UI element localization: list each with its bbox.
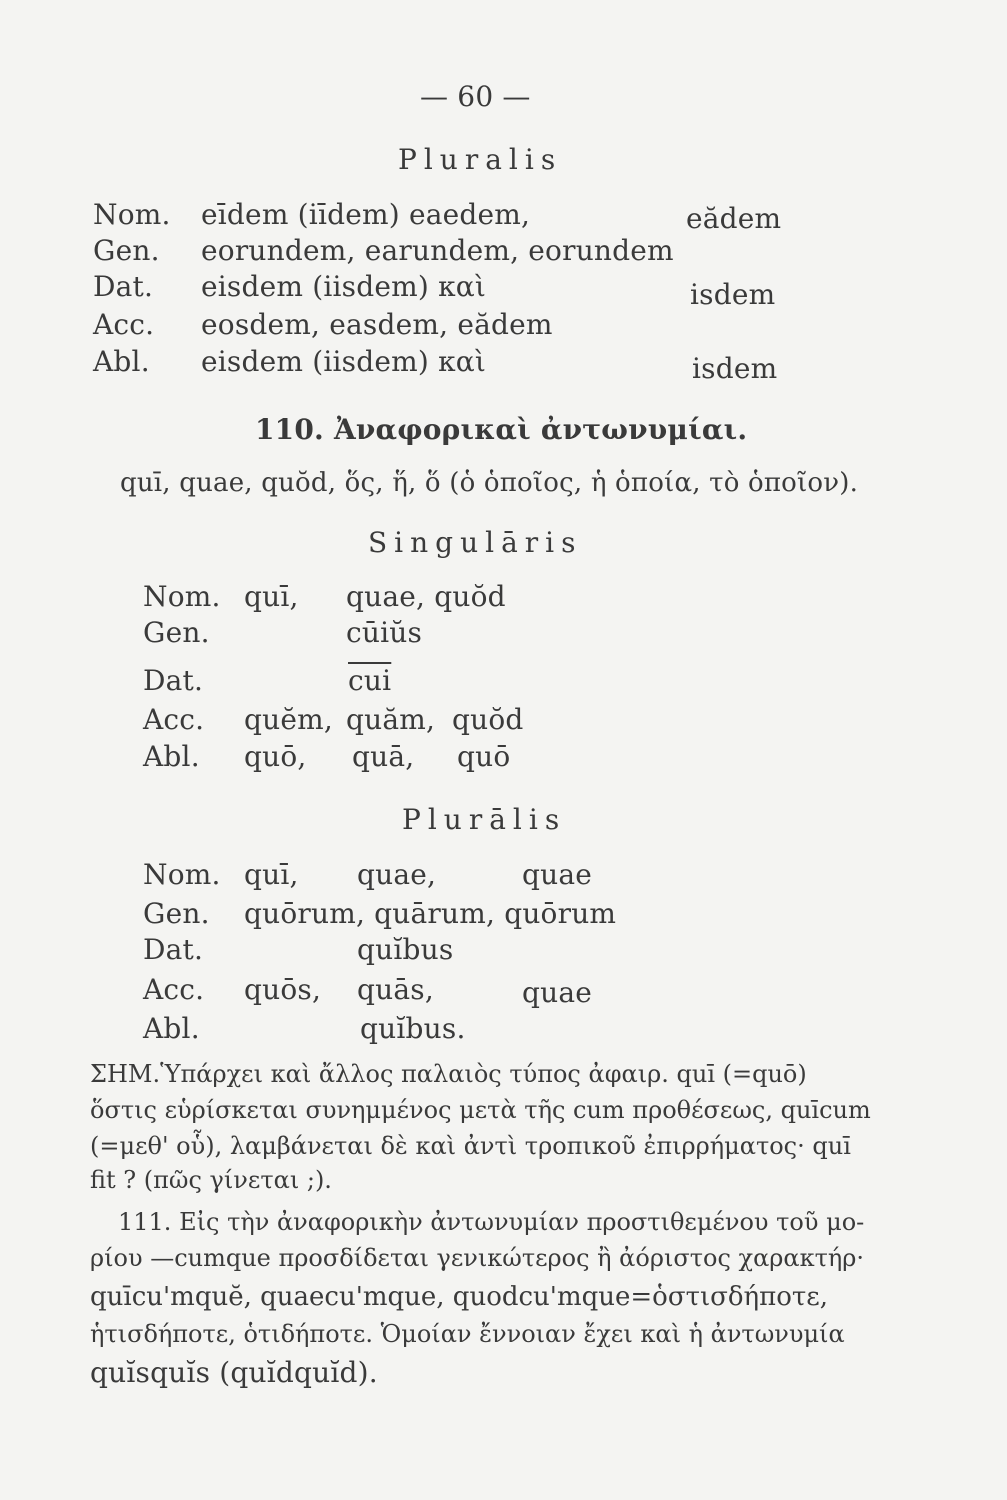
case-forms: eosdem, easdem, eădem: [201, 308, 553, 341]
singularis-heading: Singulāris: [368, 526, 583, 559]
form-col2: quae, quŏd: [346, 580, 506, 613]
case-label: Nom.: [143, 858, 221, 891]
form-col2: quā,: [352, 740, 415, 773]
form-col1: quōs,: [244, 973, 322, 1006]
case-forms: eīdem (iīdem) eaedem,: [201, 198, 531, 231]
form-col3: quae: [522, 858, 593, 891]
form-col1: quōrum, quārum, quōrum: [244, 897, 617, 930]
note-line: (=μεθ' οὗ), λαμβάνεται δὲ καὶ ἀντὶ τροπικοῦ ἐπιρρήματος· quī: [90, 1132, 851, 1160]
case-label: Acc.: [93, 308, 155, 341]
form-col2: quās,: [357, 973, 434, 1006]
case-label: Acc.: [143, 973, 205, 1006]
form-col1: quō,: [244, 740, 307, 773]
form-col2: $\overline{cui}$: [348, 664, 392, 697]
form-col3: quae: [522, 976, 593, 1009]
section-111-line: ἡτισδήποτε, ὁτιδήποτε. Ὁμοίαν ἔννοιαν ἔχει καὶ ἡ ἀντωνυμία: [90, 1320, 845, 1348]
section-110-line: quī, quae, quŏd, ὅς, ἥ, ὅ (ὁ ὁποῖος, ἡ ὁποία, τὸ ὁποῖον).: [120, 468, 859, 498]
note-line: ΣΗΜ.Ὑπάρχει καὶ ἄλλος παλαιὸς τύπος ἀφαιρ. quī (=quō): [90, 1060, 807, 1088]
section-111-line: quīcu'mquĕ, quaecu'mque, quodcu'mque=ὁστισδήποτε,: [90, 1282, 828, 1312]
case-label: Acc.: [143, 703, 205, 736]
form-col1: quī,: [244, 858, 299, 891]
case-label: Nom.: [143, 580, 221, 613]
section-111-line: ρίου —cumque προσδίδεται γενικώτερος ἢ ἀόριστος χαρακτήρ·: [90, 1244, 864, 1272]
case-label: Gen.: [143, 616, 210, 649]
form-col2: quĭbus: [357, 933, 454, 966]
form-col1: quī,: [244, 580, 299, 613]
neuter-form: eădem: [686, 202, 782, 235]
case-label: Dat.: [143, 933, 204, 966]
form-col3: quŏd: [452, 703, 524, 736]
case-forms: eorundem, earundem, eorundem: [201, 234, 674, 267]
section-111-line: quĭsquĭs (quĭdquĭd).: [90, 1356, 378, 1389]
form-col2: quĭbus.: [360, 1012, 466, 1045]
case-label: Dat.: [143, 664, 204, 697]
case-forms: eisdem (iisdem) καὶ: [201, 345, 487, 378]
section-111-line: 111. Εἰς τὴν ἀναφορικὴν ἀντωνυμίαν προστιθεμένου τοῦ μο-: [118, 1208, 865, 1236]
form-col2: quăm,: [346, 703, 436, 736]
case-label: Abl.: [93, 345, 150, 378]
form-col1: quĕm,: [244, 703, 333, 736]
form-col3: quō: [457, 740, 511, 773]
pluralis-heading-2: Plurālis: [402, 803, 567, 836]
section-110-title: 110. Ἀναφορικαὶ ἀντωνυμίαι.: [255, 413, 748, 446]
case-label: Gen.: [93, 234, 160, 267]
case-label: Abl.: [143, 740, 200, 773]
pluralis-heading: Pluralis: [398, 143, 563, 176]
page-number: — 60 —: [420, 80, 531, 113]
form-col2: cūiŭs: [346, 616, 423, 649]
form-col2: quae,: [357, 858, 437, 891]
case-forms: eisdem (iisdem) καὶ: [201, 270, 487, 303]
neuter-form: isdem: [690, 278, 776, 311]
case-label: Dat.: [93, 270, 154, 303]
case-label: Nom.: [93, 198, 171, 231]
case-label: Gen.: [143, 897, 210, 930]
note-line: ὅστις εὑρίσκεται συνημμένος μετὰ τῆς cum προθέσεως, quīcum: [90, 1096, 871, 1124]
case-label: Abl.: [143, 1012, 200, 1045]
neuter-form: isdem: [692, 352, 778, 385]
note-line: fit ? (πῶς γίνεται ;).: [90, 1166, 332, 1194]
